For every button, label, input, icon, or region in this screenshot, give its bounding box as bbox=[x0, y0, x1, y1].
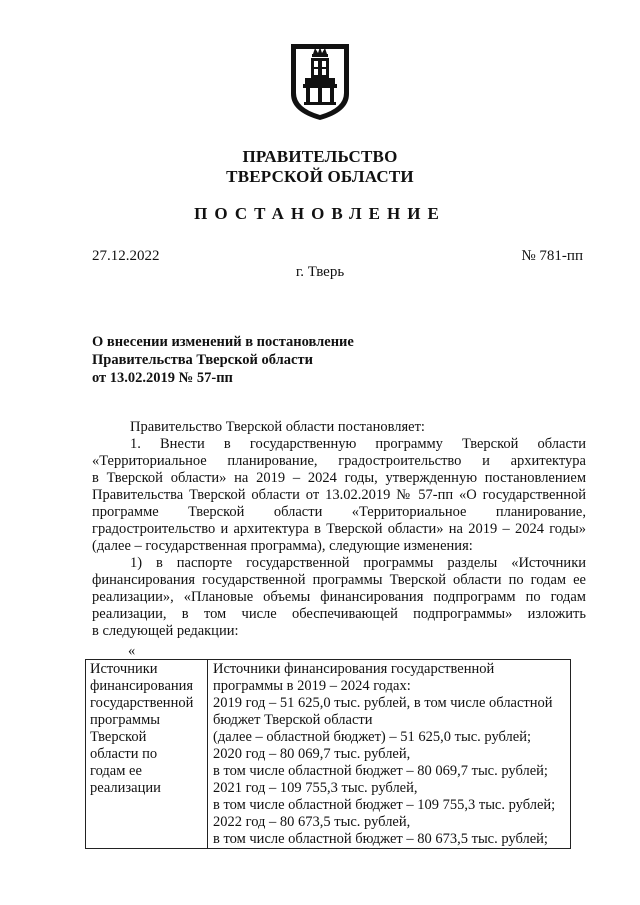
paragraph-line: реализации, в том числе обеспечивающей подпрограммы» изложить bbox=[92, 606, 586, 622]
cell-line: 2019 год – 51 625,0 тыс. рублей, в том числе областной bbox=[213, 695, 553, 711]
cell-line: в том числе областной бюджет – 80 069,7 тыс. рублей; bbox=[213, 763, 548, 779]
document-date: 27.12.2022 bbox=[92, 248, 160, 264]
cell-line: Источники bbox=[90, 661, 158, 677]
subject-line: Правительства Тверской области bbox=[92, 352, 313, 368]
document-type: ПОСТАНОВЛЕНИЕ bbox=[194, 204, 446, 223]
government-name-line1: ПРАВИТЕЛЬСТВО bbox=[242, 147, 398, 166]
paragraph-line: Правительства Тверской области от 13.02.2019 № 57-пп «О государственной bbox=[92, 487, 586, 503]
item-1-paragraph bbox=[92, 436, 586, 555]
cell-line: (далее – областной бюджет) – 51 625,0 тыс. рублей; bbox=[213, 729, 531, 745]
intro-text: Правительство Тверской области постановляет: bbox=[130, 419, 425, 435]
paragraph-line: реализации», «Плановые объемы финансирования подпрограмм по годам bbox=[92, 589, 586, 605]
cell-line: годам ее bbox=[90, 763, 142, 779]
paragraph-line: 1. Внести в государственную программу Тверской области bbox=[130, 436, 586, 452]
paragraph-line: программе Тверской области «Территориальное планирование, bbox=[92, 504, 586, 520]
cell-line: Тверской bbox=[90, 729, 147, 745]
tver-coat-of-arms-icon bbox=[289, 42, 351, 122]
paragraph-line: в следующей редакции: bbox=[92, 623, 239, 639]
government-name-line2: ТВЕРСКОЙ ОБЛАСТИ bbox=[226, 167, 414, 186]
cell-line: программы bbox=[90, 712, 160, 728]
cell-line: области по bbox=[90, 746, 158, 762]
quote-open-mark: « bbox=[128, 643, 136, 659]
table-value-cell bbox=[208, 660, 571, 849]
cell-line: 2021 год – 109 755,3 тыс. рублей, bbox=[213, 780, 418, 796]
subject-line: О внесении изменений в постановление bbox=[92, 334, 354, 350]
cell-line: 2020 год – 80 069,7 тыс. рублей, bbox=[213, 746, 411, 762]
document-number: № 781-пп bbox=[521, 248, 583, 264]
cell-line: Источники финансирования государственной bbox=[213, 661, 495, 677]
paragraph-line: в Тверской области» на 2019 – 2024 годы, утвержденную постановлением bbox=[92, 470, 586, 486]
subject-line: от 13.02.2019 № 57-пп bbox=[92, 370, 233, 386]
table-row bbox=[86, 660, 571, 849]
cell-line: реализации bbox=[90, 780, 161, 796]
funding-table bbox=[85, 659, 571, 849]
document-city: г. Тверь bbox=[295, 264, 345, 280]
paragraph-line: градостроительство и архитектура в Тверской области» на 2019 – 2024 годы» bbox=[92, 521, 586, 537]
paragraph-line: финансирования государственной программы Тверской области по годам ее bbox=[92, 572, 586, 588]
table-label-cell bbox=[86, 660, 208, 849]
cell-line: государственной bbox=[90, 695, 194, 711]
cell-line: 2022 год – 80 673,5 тыс. рублей, bbox=[213, 814, 411, 830]
cell-line: программы в 2019 – 2024 годах: bbox=[213, 678, 411, 694]
cell-line: финансирования bbox=[90, 678, 194, 694]
cell-line: в том числе областной бюджет – 80 673,5 тыс. рублей; bbox=[213, 831, 548, 847]
cell-line: бюджет Тверской области bbox=[213, 712, 373, 728]
document-subject bbox=[92, 333, 452, 387]
paragraph-line: 1) в паспорте государственной программы разделы «Источники bbox=[130, 555, 586, 571]
item-1-1-paragraph bbox=[92, 555, 586, 640]
paragraph-line: «Территориальное планирование, градостроительство и архитектура bbox=[92, 453, 586, 469]
intro-paragraph bbox=[92, 419, 586, 436]
paragraph-line: (далее – государственная программа), следующие изменения: bbox=[92, 538, 473, 554]
cell-line: в том числе областной бюджет – 109 755,3 тыс. рублей; bbox=[213, 797, 556, 813]
